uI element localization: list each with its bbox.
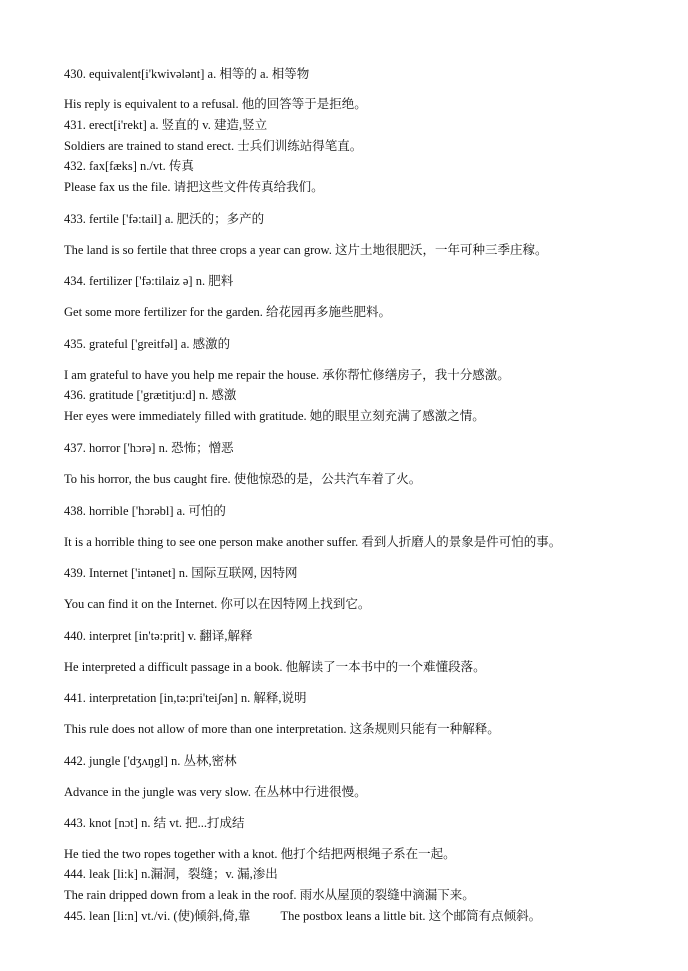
entry-434-example: Get some more fertilizer for the garden. 给花园再多施些肥料。 [64, 305, 391, 319]
entry-437-head: 437. horror ['hɔrə] n. 恐怖；憎恶 [64, 441, 234, 455]
entry-430-head: 430. equivalent[i'kwivələnt] a. 相等的 a. 相等物 [64, 67, 310, 81]
entry-434-head: 434. fertilizer ['fə:tilaiz ə] n. 肥料 [64, 274, 234, 288]
entry-436-head: 436. gratitude ['grætitju:d] n. 感激 [64, 388, 237, 402]
entry-439-head: 439. Internet ['intənet] n. 国际互联网, 因特网 [64, 566, 298, 580]
entry-438-example: It is a horrible thing to see one person make another suffer. 看到人折磨人的景象是件可怕的事。 [64, 535, 562, 549]
entry-436-example: Her eyes were immediately filled with gratitude. 她的眼里立刻充满了感激之情。 [64, 409, 485, 423]
entry-442-example: Advance in the jungle was very slow. 在丛林中行进很慢。 [64, 785, 367, 799]
entry-433-example: The land is so fertile that three crops a year can grow. 这片土地很肥沃，一年可种三季庄稼。 [64, 243, 548, 257]
entry-443-head: 443. knot [nɔt] n. 结 vt. 把...打成结 [64, 816, 245, 830]
entry-431-example: Soldiers are trained to stand erect. 士兵们训练站得笔直。 [64, 139, 363, 153]
entry-438-head: 438. horrible ['hɔrəbl] a. 可怕的 [64, 504, 226, 518]
entry-432-example: Please fax us the file. 请把这些文件传真给我们。 [64, 180, 324, 194]
entry-435-example: I am grateful to have you help me repair the house. 承你帮忙修缮房子，我十分感激。 [64, 368, 510, 382]
entry-444-head: 444. leak [li:k] n.漏洞，裂缝；v. 漏,渗出 [64, 867, 278, 881]
entry-430-example: His reply is equivalent to a refusal. 他的回答等于是拒绝。 [64, 97, 367, 111]
entry-432-head: 432. fax[fæks] n./vt. 传真 [64, 159, 194, 173]
entry-439-example: You can find it on the Internet. 你可以在因特网上找到它。 [64, 597, 371, 611]
entry-441-example: This rule does not allow of more than one interpretation. 这条规则只能有一种解释。 [64, 722, 500, 736]
entry-445-head: 445. lean [li:n] vt./vi. (使)倾斜,倚,靠 [64, 909, 251, 923]
entry-441-head: 441. interpretation [in,tə:pri'teiʃən] n. 解释,说明 [64, 691, 307, 705]
entry-440-head: 440. interpret [in'tə:prit] v. 翻译,解释 [64, 629, 253, 643]
entry-443-example: He tied the two ropes together with a knot. 他打个结把两根绳子系在一起。 [64, 847, 456, 861]
entry-435-head: 435. grateful ['greitfəl] a. 感激的 [64, 337, 231, 351]
entry-433-head: 433. fertile ['fə:tail] a. 肥沃的；多产的 [64, 212, 265, 226]
entry-442-head: 442. jungle ['dʒʌŋgl] n. 丛林,密林 [64, 754, 237, 768]
entry-445-example: The postbox leans a little bit. 这个邮筒有点倾斜。 [280, 909, 542, 923]
entry-440-example: He interpreted a difficult passage in a book. 他解读了一本书中的一个难懂段落。 [64, 660, 486, 674]
entry-445-row [64, 908, 541, 924]
entry-437-example: To his horror, the bus caught fire. 使他惊恐的是，公共汽车着了火。 [64, 472, 422, 486]
entry-444-example: The rain dripped down from a leak in the roof. 雨水从屋顶的裂缝中滴漏下来。 [64, 888, 475, 902]
entry-431-head: 431. erect[i'rekt] a. 竖直的 v. 建造,竖立 [64, 118, 268, 132]
